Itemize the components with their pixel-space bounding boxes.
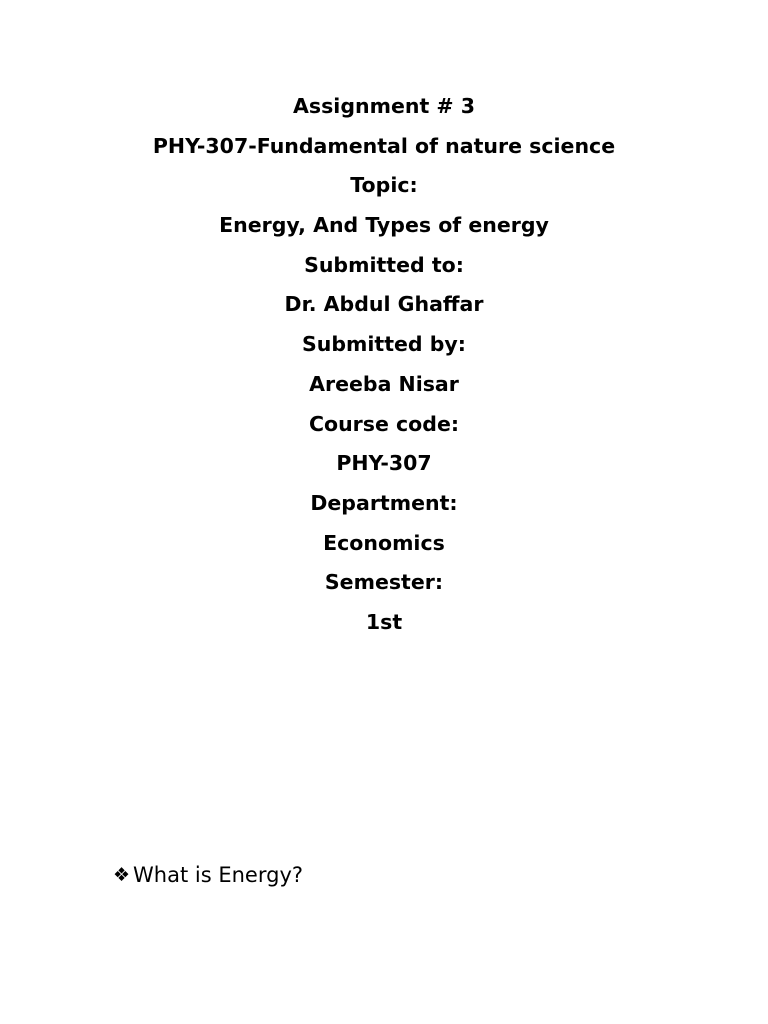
topic-value: Energy, And Types of energy (219, 213, 549, 238)
section-heading (113, 858, 303, 892)
course-code-value: PHY-307 (336, 451, 432, 476)
submitted-to-label: Submitted to: (304, 252, 464, 277)
course-title: PHY-307-Fundamental of nature science (152, 133, 616, 158)
department-label: Department: (310, 490, 458, 515)
topic-label: Topic: (350, 173, 418, 198)
semester-label: Semester: (324, 570, 444, 595)
department-value: Economics (323, 530, 445, 555)
course-code-label: Course code: (308, 411, 460, 436)
assignment-title: Assignment # 3 (293, 94, 475, 118)
submitted-to-value: Dr. Abdul Ghaffar (284, 292, 484, 317)
cover-page (0, 88, 768, 644)
semester-value: 1st (365, 609, 403, 634)
submitted-by-value: Areeba Nisar (309, 371, 459, 396)
diamond-bullet-icon: ❖ (113, 864, 131, 886)
section-heading-text: What is Energy? (133, 863, 304, 887)
submitted-by-label: Submitted by: (302, 332, 466, 357)
